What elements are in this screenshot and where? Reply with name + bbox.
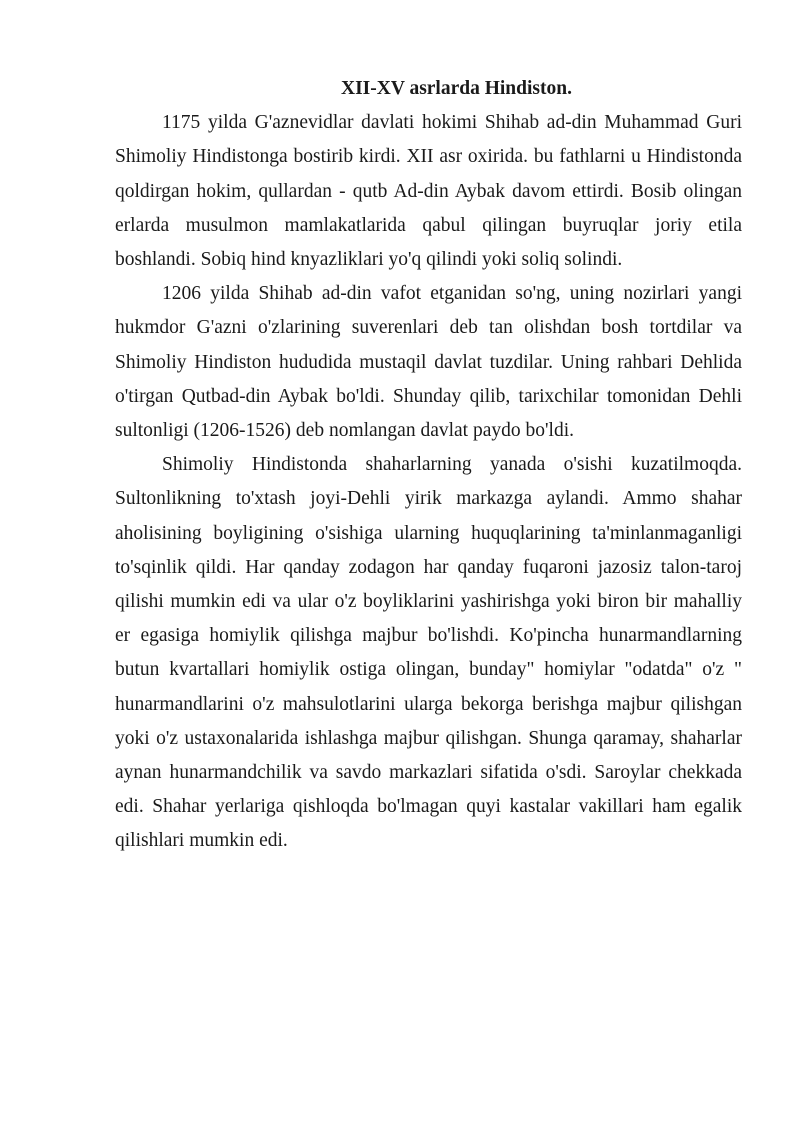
paragraph-1: 1175 yilda G'aznevidlar davlati hokimi Shihab ad-din Muhammad Guri Shimoliy Hindistonga bostirib kirdi. XII asr oxirida. bu fathlarni u Hindistonda qoldirgan hokim, qullardan - qutb Ad-din Aybak davom ettirdi. Bosib olingan erlarda musulmon mamlakatlarida qabul qilingan buyruqlar joriy etila boshlandi. Sobiq hind knyazliklari yo'q qilindi yoki soliq solindi.	[115, 112, 742, 271]
document-title: XII-XV asrlarda Hindiston.	[341, 78, 572, 99]
paragraph-2: 1206 yilda Shihab ad-din vafot etganidan so'ng, uning nozirlari yangi hukmdor G'azni o'zlarining suverenlari deb tan olishdan bosh tortdilar va Shimoliy Hindiston hududida mustaqil davlat tuzdilar. Uning rahbari Dehlida o'tirgan Qutbad-din Aybak bo'ldi. Shunday qilib, tarixchilar tomonidan Dehli sultonligi (1206-1526) deb nomlangan davlat paydo bo'ldi.	[115, 283, 742, 442]
paragraph-3: Shimoliy Hindistonda shaharlarning yanada o'sishi kuzatilmoqda. Sultonlikning to'xtash joyi-Dehli yirik markazga aylandi. Ammo shahar aholisining boyligining o'sishiga ularning huquqlarining ta'minlanmaganligi to'sqinlik qildi. Har qanday zodagon har qanday fuqaroni jazosiz talon-taroj qilishi mumkin edi va ular o'z boyliklarini yashirishga yoki biron bir mahalliy er egasiga homiylik qilishga majbur bo'lishdi. Ko'pincha hunarmandlarning butun kvartallari homiylik ostiga olingan, bunday" homiylar "odatda" o'z " hunarmandlarini o'z mahsulotlarini ularga bekorga berishga majbur qilishgan yoki o'z ustaxonalarida ishlashga majbur qilishgan. Shunga qaramay, shaharlar aynan hunarmandchilik va savdo markazlari sifatida o'sdi. Saroylar chekkada edi. Shahar yerlariga qishloqda bo'lmagan quyi kastalar vakillari ham egalik qilishlari mumkin edi.	[115, 454, 742, 852]
document-body	[115, 72, 742, 859]
